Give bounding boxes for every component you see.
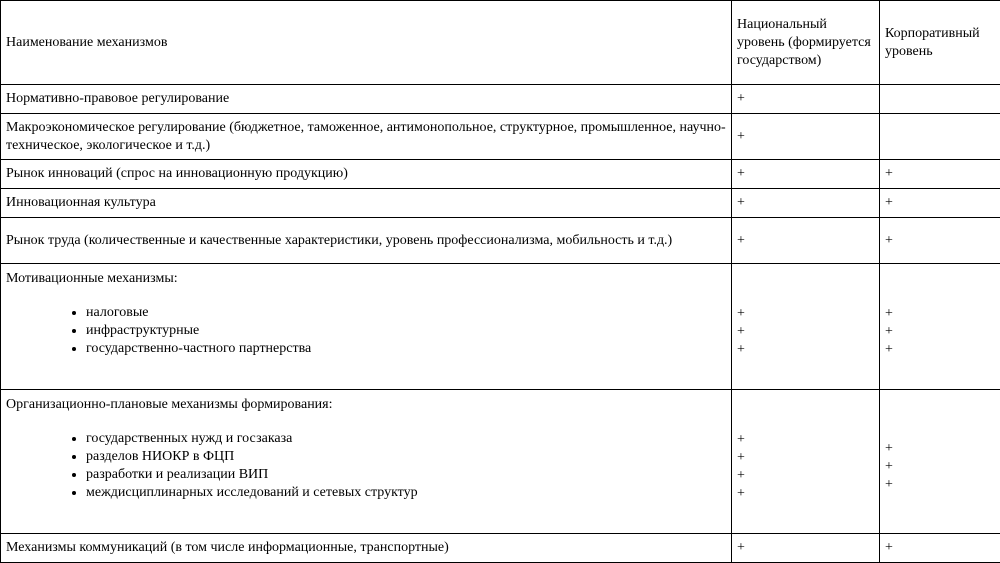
row-corporate: + xyxy=(880,534,1000,563)
table-row xyxy=(1,160,1000,189)
mark: + xyxy=(885,440,995,458)
organizational-corporate xyxy=(880,390,1000,534)
motivational-title: Мотивационные механизмы: xyxy=(6,270,726,288)
table-row-motivational xyxy=(1,264,1000,390)
row-corporate: + xyxy=(880,189,1000,218)
mark: + xyxy=(885,341,995,359)
list-item: • междисциплинарных исследований и сетевых структур xyxy=(86,484,726,502)
motivational-corporate xyxy=(880,264,1000,390)
header-national: Национальный уровень (формируется государством) xyxy=(732,1,880,85)
header-name: Наименование механизмов xyxy=(1,1,732,85)
table-row xyxy=(1,218,1000,264)
row-corporate: + xyxy=(880,160,1000,189)
mark: + xyxy=(737,305,874,323)
mark: + xyxy=(737,449,874,467)
mark: + xyxy=(885,476,995,494)
row-corporate xyxy=(880,114,1000,160)
row-national: + xyxy=(732,160,880,189)
motivational-national xyxy=(732,264,880,390)
table-row xyxy=(1,114,1000,160)
table-row-organizational xyxy=(1,390,1000,534)
row-name: Рынок труда (количественные и качественные характеристики, уровень профессионализма, мобильность и т.д.) xyxy=(1,218,732,264)
header-row xyxy=(1,1,1000,85)
row-corporate xyxy=(880,85,1000,114)
row-name: Механизмы коммуникаций (в том числе информационные, транспортные) xyxy=(1,534,732,563)
table-row xyxy=(1,534,1000,563)
list-item: • государственных нужд и госзаказа xyxy=(86,430,726,448)
row-name: Рынок инноваций (спрос на инновационную продукцию) xyxy=(1,160,732,189)
header-corporate: Корпоративный уровень xyxy=(880,1,1000,85)
organizational-title: Организационно-плановые механизмы формирования: xyxy=(6,396,726,414)
mark: + xyxy=(737,341,874,359)
organizational-cell xyxy=(1,390,732,534)
mark: + xyxy=(737,323,874,341)
mark: + xyxy=(737,485,874,503)
organizational-national xyxy=(732,390,880,534)
list-item: • инфраструктурные xyxy=(86,322,726,340)
row-national: + xyxy=(732,85,880,114)
list-item: • налоговые xyxy=(86,304,726,322)
row-national: + xyxy=(732,189,880,218)
table-row xyxy=(1,189,1000,218)
list-item: • разделов НИОКР в ФЦП xyxy=(86,448,726,466)
table-row xyxy=(1,85,1000,114)
mark: + xyxy=(737,431,874,449)
list-item: • разработки и реализации ВИП xyxy=(86,466,726,484)
mark: + xyxy=(737,467,874,485)
row-name: Нормативно-правовое регулирование xyxy=(1,85,732,114)
row-national: + xyxy=(732,218,880,264)
mark: + xyxy=(885,458,995,476)
row-corporate: + xyxy=(880,218,1000,264)
mark: + xyxy=(885,323,995,341)
row-national: + xyxy=(732,114,880,160)
list-item: • государственно-частного партнерства xyxy=(86,340,726,358)
motivational-cell xyxy=(1,264,732,390)
organizational-list xyxy=(6,430,726,502)
motivational-list xyxy=(6,304,726,358)
row-name: Макроэкономическое регулирование (бюджетное, таможенное, антимонопольное, структурное, промышленное, научно-техническое, экологическое и т.д.) xyxy=(1,114,732,160)
row-name: Инновационная культура xyxy=(1,189,732,218)
mark: + xyxy=(885,305,995,323)
row-national: + xyxy=(732,534,880,563)
